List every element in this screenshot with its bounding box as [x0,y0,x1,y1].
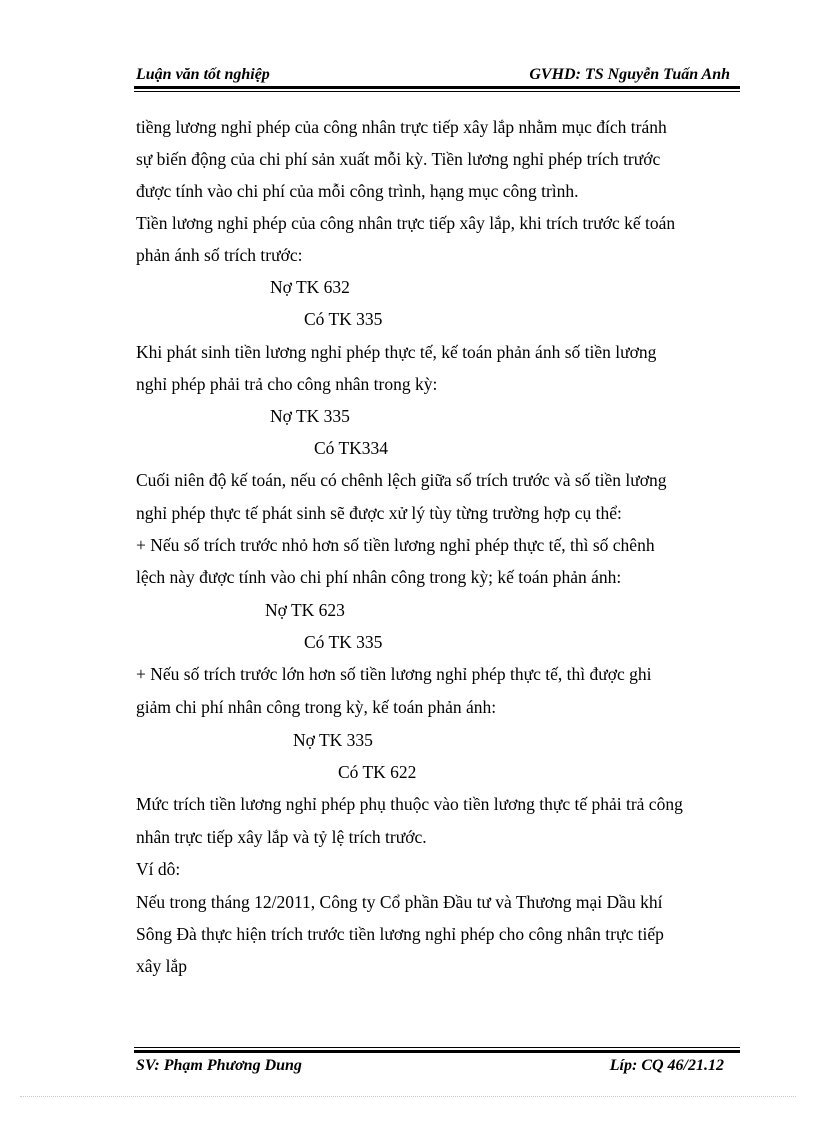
body-line: Sông Đà thực hiện trích trước tiền lương nghỉ phép cho công nhân trực tiếp [136,924,664,944]
body-line: xây lắp [136,956,188,976]
body-line: phản ánh số trích trước: [136,245,303,265]
body-line: Nếu trong tháng 12/2011, Công ty Cổ phần Đầu tư và Thương mại Dầu khí [136,892,663,912]
body-line: giảm chi phí nhân công trong kỳ, kế toán phản ánh: [136,697,497,717]
debit-entry: Nợ TK 335 [293,730,373,750]
body-line: Khi phát sinh tiền lương nghỉ phép thực tế, kế toán phản ánh số tiền lương [136,342,657,362]
body-line: + Nếu số trích trước nhỏ hơn số tiền lương nghỉ phép thực tế, thì số chênh [136,535,655,555]
class-label: Líp: CQ 46/21.12 [609,1057,724,1074]
body-line: lệch này được tính vào chi phí nhân công trong kỳ; kế toán phản ánh: [136,567,622,587]
body-line: được tính vào chi phí của mỗi công trình, hạng mục công trình. [136,181,579,201]
body-line: Mức trích tiền lương nghỉ phép phụ thuộc vào tiền lương thực tế phải trả công [136,794,683,814]
body-line: nghỉ phép thực tế phát sinh sẽ được xử lý tùy từng trường hợp cụ thể: [136,503,622,523]
header-rule-thin [134,91,740,92]
page-header [134,64,740,86]
supervisor-label: GVHD: TS Nguyễn Tuấn Anh [529,66,730,83]
body-line: Cuối niên độ kế toán, nếu có chênh lệch giữa số trích trước và số tiền lương [136,470,667,490]
example-label: Ví dô: [136,859,181,879]
body-line: + Nếu số trích trước lớn hơn số tiền lương nghỉ phép thực tế, thì được ghi [136,664,652,684]
debit-entry: Nợ TK 623 [265,600,345,620]
debit-entry: Nợ TK 632 [270,277,350,297]
debit-entry: Nợ TK 335 [270,406,350,426]
body-line: tiềng lương nghỉ phép của công nhân trực tiếp xây lắp nhằm mục đích tránh [136,117,667,137]
body-line: sự biến động của chi phí sản xuất mỗi kỳ. Tiền lương nghỉ phép trích trước [136,149,661,169]
credit-entry: Có TK334 [314,438,389,458]
page-bottom-dotted-line [20,1096,796,1097]
thesis-label: Luận văn tốt nghiệp [136,66,270,83]
credit-entry: Có TK 335 [304,309,383,329]
credit-entry: Có TK 335 [304,632,383,652]
footer-rule-thick [134,1050,740,1053]
credit-entry: Có TK 622 [338,762,417,782]
page-footer [134,1054,740,1078]
body-line: nhân trực tiếp xây lắp và tỷ lệ trích trước. [136,827,427,847]
student-label: SV: Phạm Phương Dung [136,1057,302,1074]
body-line: Tiền lương nghỉ phép của công nhân trực tiếp xây lắp, khi trích trước kế toán [136,213,676,233]
body-line: nghỉ phép phải trả cho công nhân trong kỳ: [136,374,438,394]
footer-rule-thin [134,1047,740,1048]
header-rule-thick [134,86,740,89]
